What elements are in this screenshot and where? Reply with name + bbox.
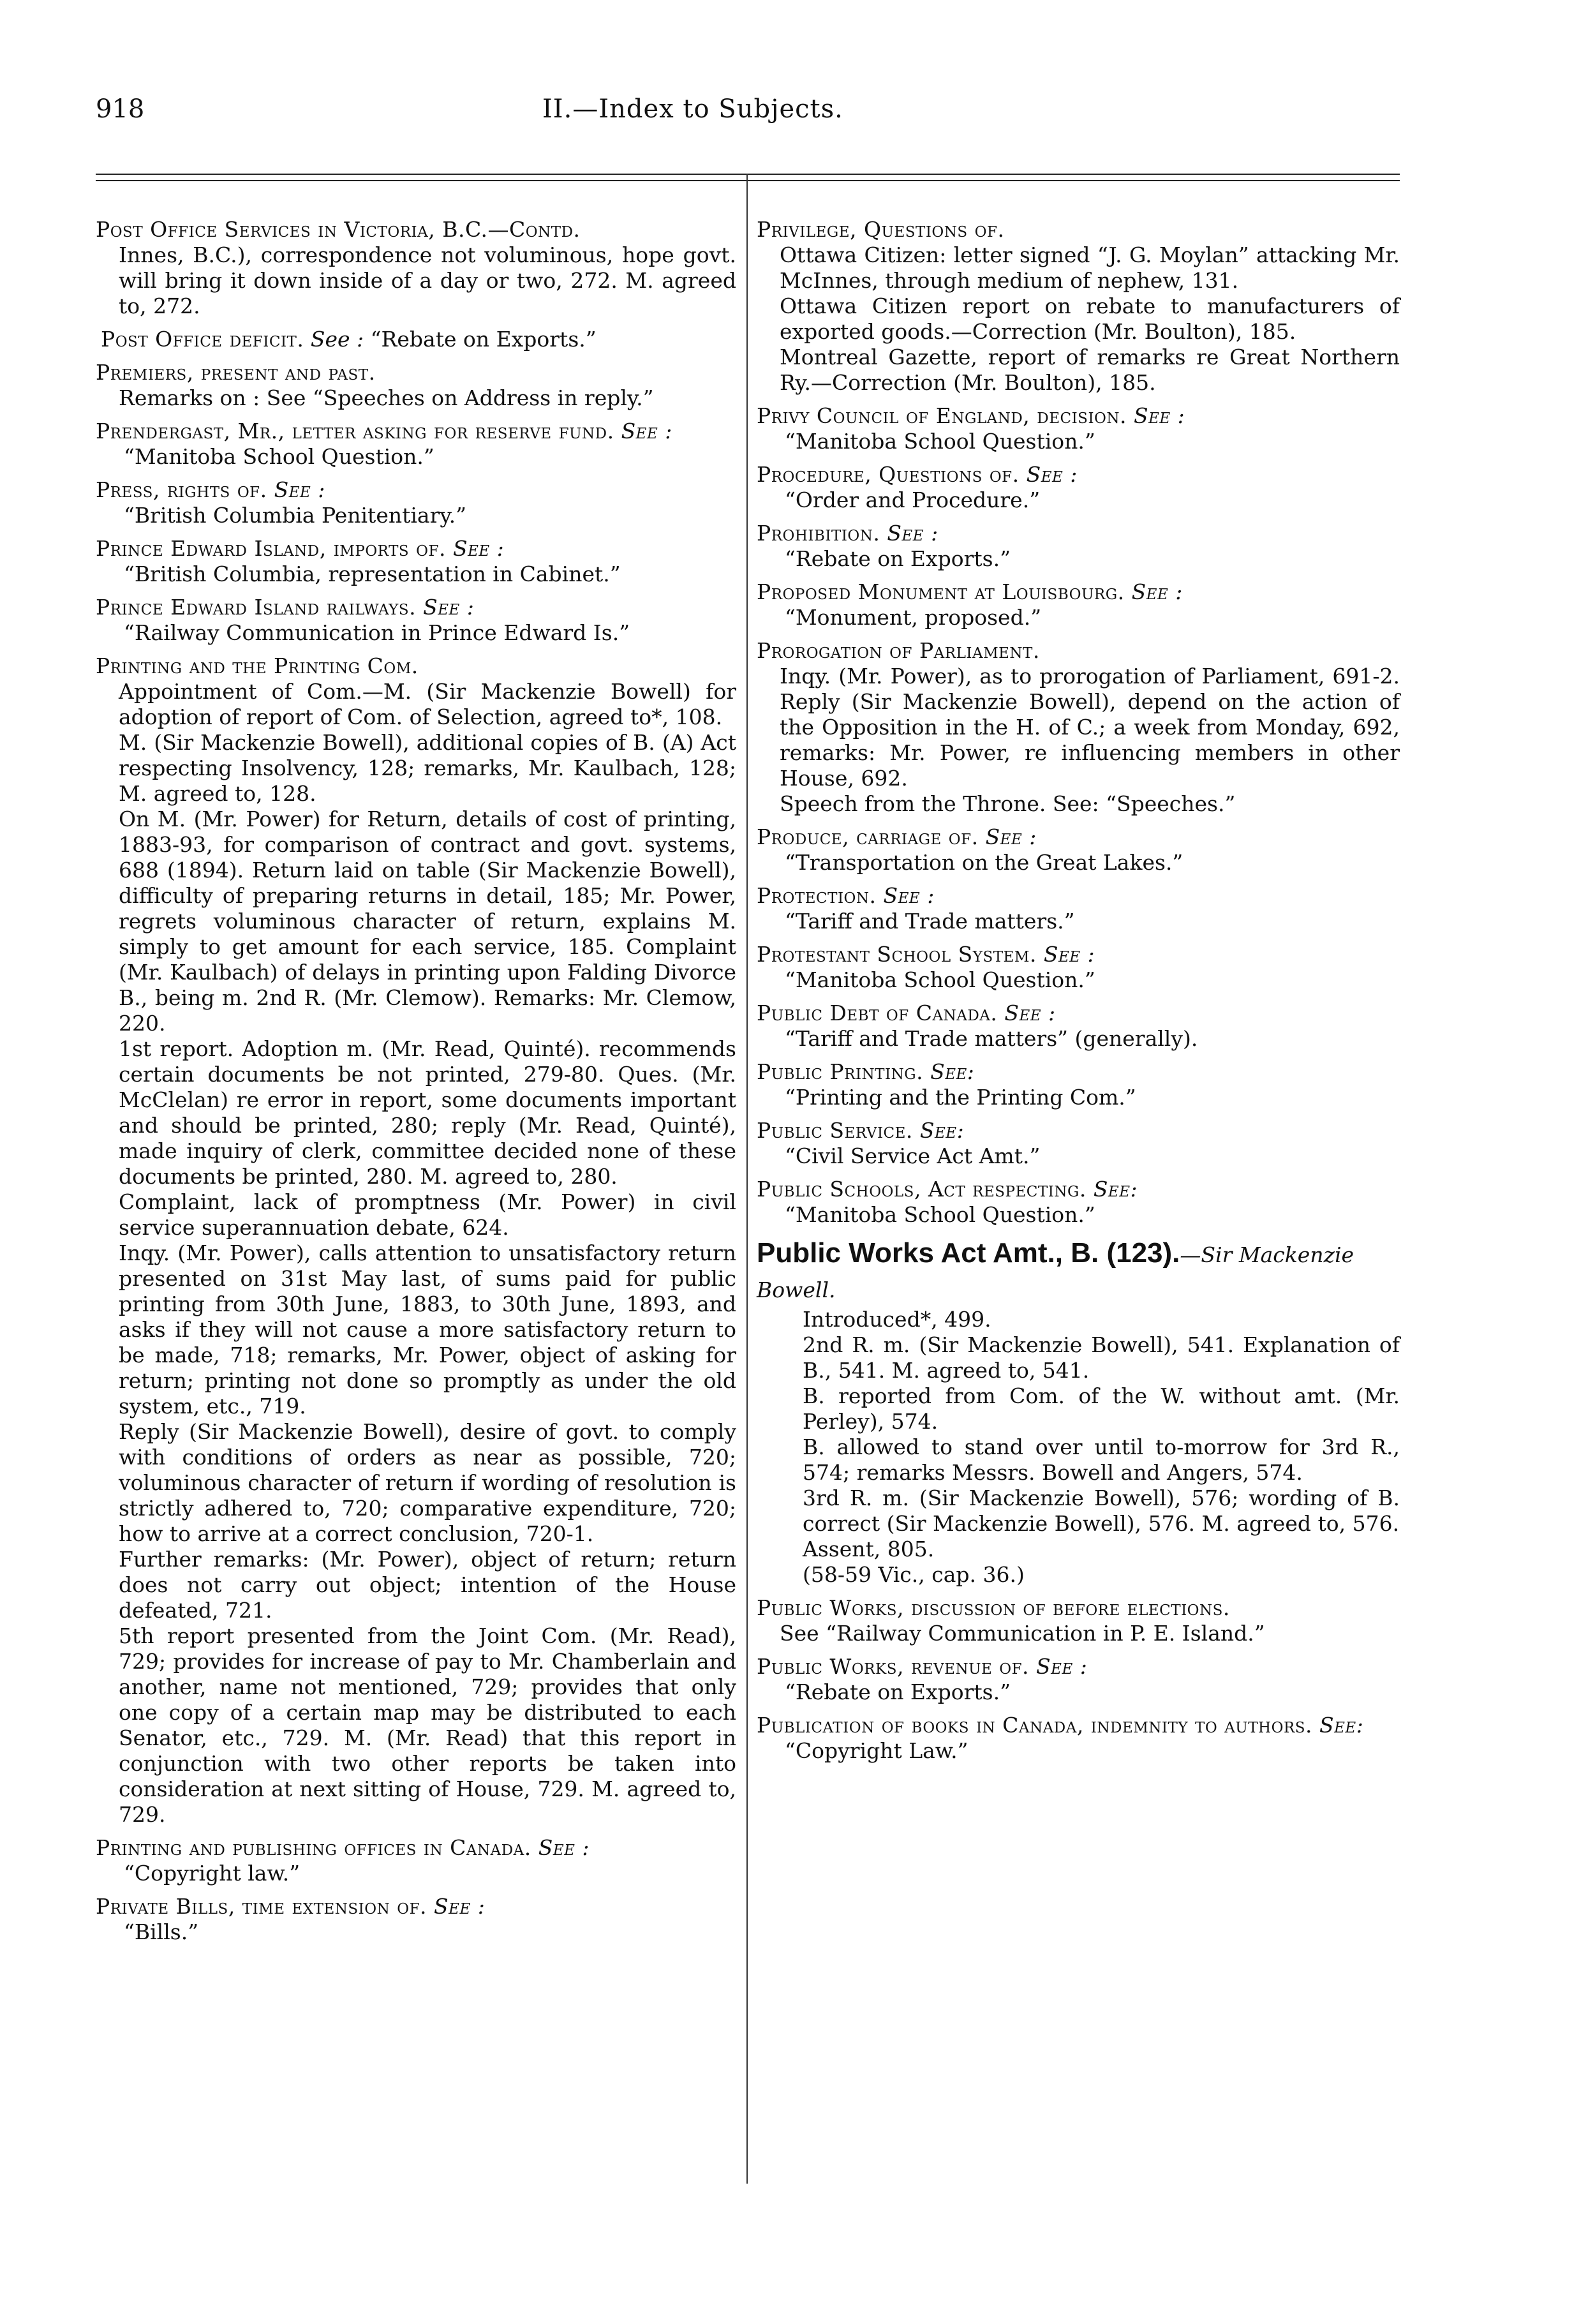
see-label: See : xyxy=(621,419,672,443)
entry-publication-books xyxy=(757,1713,1400,1764)
entry-produce xyxy=(757,824,1400,875)
see-label: See : xyxy=(423,595,475,620)
see-label: See : xyxy=(1004,1001,1056,1025)
see-label: See: xyxy=(1319,1713,1364,1738)
entry-post-office-deficit xyxy=(96,327,736,352)
cross-reference: “Copyright law.” xyxy=(124,1861,300,1886)
see-label: See : xyxy=(434,1894,486,1919)
see-label: See : xyxy=(1036,1654,1088,1679)
entry-protection xyxy=(757,883,1400,934)
entry-prohibition xyxy=(757,521,1400,572)
entry-heading: Proposed Monument at Louisbourg. xyxy=(757,579,1125,604)
entry-public-printing xyxy=(757,1059,1400,1110)
cross-reference: “Tariff and Trade matters” (generally). xyxy=(785,1026,1198,1051)
entry-paragraph: Complaint, lack of promptness (Mr. Power) in civil service superannuation debate, 624. xyxy=(119,1189,736,1240)
entry-paragraph: 3rd R. m. (Sir Mackenzie Bowell), 576; wording of B. correct (Sir Mackenzie Bowell), 576. M. agreed to, 576. xyxy=(803,1486,1400,1536)
see-label: See : xyxy=(1026,462,1078,487)
see-label: See : xyxy=(985,824,1037,849)
cross-reference: “Rebate on Exports.” xyxy=(785,546,1011,571)
entry-heading: Public Debt of Canada. xyxy=(757,1001,998,1025)
see-label: See: xyxy=(930,1059,975,1084)
see-label: See : xyxy=(1131,579,1183,604)
cross-reference: “Bills.” xyxy=(124,1919,199,1944)
entry-paragraph: Speech from the Throne. See: “Speeches.” xyxy=(780,791,1236,816)
cross-reference: “Railway Communication in Prince Edward Is.” xyxy=(124,620,630,645)
see-label: See : xyxy=(1134,403,1185,428)
entry-pei-railways xyxy=(96,595,736,646)
entry-post-office-services xyxy=(96,217,736,319)
entry-heading: Premiers, present and past. xyxy=(96,360,376,385)
entry-paragraph: Ottawa Citizen: letter signed “J. G. Moylan” attacking Mr. McInnes, through medium of nephew, 131. xyxy=(780,242,1400,293)
cross-reference: “British Columbia Penitentiary.” xyxy=(124,503,466,528)
entry-heading: Produce, carriage of. xyxy=(757,824,979,849)
entry-heading: Private Bills, time extension of. xyxy=(96,1894,427,1919)
entry-prorogation xyxy=(757,638,1400,817)
entry-public-debt xyxy=(757,1001,1400,1052)
entry-heading: Prince Edward Island railways. xyxy=(96,595,417,620)
entry-heading: Protestant School System. xyxy=(757,942,1037,967)
cross-reference: “Tariff and Trade matters.” xyxy=(785,909,1075,934)
entry-privilege xyxy=(757,217,1400,396)
entry-heading: Privilege, Questions of. xyxy=(757,217,1005,242)
cross-reference: “Manitoba School Question.” xyxy=(785,429,1095,454)
entry-public-schools xyxy=(757,1177,1400,1228)
entry-heading: Publication of books in Canada, indemnity to authors. xyxy=(757,1713,1313,1738)
entry-printing-offices xyxy=(96,1835,736,1886)
entry-private-bills xyxy=(96,1894,736,1945)
entry-paragraph: Ottawa Citizen report on rebate to manufacturers of exported goods.—Correction (Mr. Boulton), 185. xyxy=(780,294,1400,344)
entry-protestant-school xyxy=(757,942,1400,993)
entry-paragraph: 2nd R. m. (Sir Mackenzie Bowell), 541. Explanation of B., 541. M. agreed to, 541. xyxy=(803,1332,1400,1383)
entry-heading: Public Works Act Amt., B. (123). xyxy=(757,1237,1180,1269)
entry-privy-council xyxy=(757,403,1400,454)
entry-heading: Public Service. xyxy=(757,1118,913,1143)
see-label: See : xyxy=(274,477,325,502)
entry-premiers xyxy=(96,360,736,411)
entry-text: Remarks on : See “Speeches on Address in reply.” xyxy=(119,385,654,410)
see-label: See : xyxy=(452,536,505,561)
entry-heading: Procedure, Questions of. xyxy=(757,462,1020,487)
entry-heading: Prendergast, Mr., letter asking for reserve fund. xyxy=(96,419,614,443)
entry-prendergast xyxy=(96,419,736,470)
entry-heading: Printing and publishing offices in Canada. xyxy=(96,1835,531,1860)
entry-heading: Prorogation of Parliament. xyxy=(757,638,1040,663)
see-label: See : xyxy=(1043,942,1095,967)
see-label: See : xyxy=(887,521,938,546)
entry-monument xyxy=(757,579,1400,630)
entry-public-service xyxy=(757,1118,1400,1169)
entry-paragraph: M. (Sir Mackenzie Bowell), additional copies of B. (A) Act respecting Insolvency, 128; remarks, Mr. Kaulbach, 128; M. agreed to, 128. xyxy=(119,730,736,806)
entry-heading: Privy Council of England, decision. xyxy=(757,403,1127,428)
right-column xyxy=(757,217,1400,1771)
entry-text: Innes, B.C.), correspondence not voluminous, hope govt. will bring it down inside of a day or two, 272. M. agreed to, 272. xyxy=(119,242,736,318)
see-label: See: xyxy=(919,1118,965,1143)
entry-heading: Public Printing. xyxy=(757,1059,924,1084)
entry-paragraph: B. allowed to stand over until to-morrow for 3rd R., 574; remarks Messrs. Bowell and Angers, 574. xyxy=(803,1434,1400,1485)
cross-reference: “Rebate on Exports.” xyxy=(370,327,597,352)
entry-paragraph: Inqy. (Mr. Power), calls attention to unsatisfactory return presented on 31st May last, of sums paid for public printing from 30th June, 1883, to 30th June, 1893, and asks if they will not cause a more satisfactory return to be made, 718; remarks, Mr. Power, object of asking for return; printing not done so promptly as under the old system, etc., 719. xyxy=(119,1240,736,1419)
entry-paragraph: Montreal Gazette, report of remarks re Great Northern Ry.—Correction (Mr. Boulton), 185. xyxy=(780,345,1400,395)
entry-printing xyxy=(96,653,736,1828)
cross-reference: “British Columbia, representation in Cabinet.” xyxy=(124,562,621,586)
entry-press xyxy=(96,477,736,528)
cross-reference: “Manitoba School Question.” xyxy=(124,444,434,469)
entry-paragraph: Reply (Sir Mackenzie Bowell), desire of govt. to comply with conditions of orders as near as possible, 720; voluminous character of return if wording of resolution is strictly adhered to, 720; comparative expenditure, 720; how to arrive at a correct conclusion, 720-1. xyxy=(119,1419,736,1546)
cross-reference: “Printing and the Printing Com.” xyxy=(785,1085,1136,1110)
entry-pei-imports xyxy=(96,536,736,587)
header-rule-upper xyxy=(96,174,1400,175)
entry-paragraph: B. reported from Com. of the W. without amt. (Mr. Perley), 574. xyxy=(803,1383,1400,1434)
left-column xyxy=(96,217,736,1953)
entry-heading: Post Office Services in Victoria, B.C.—Contd. xyxy=(96,217,581,242)
entry-heading: Public Works, discussion of before elections. xyxy=(757,1595,1230,1620)
cross-reference: “Copyright Law.” xyxy=(785,1738,968,1763)
entry-heading: Press, rights of. xyxy=(96,477,267,502)
entry-heading: Public Schools, Act respecting. xyxy=(757,1177,1087,1202)
column-divider xyxy=(746,174,748,2184)
see-label: See : xyxy=(310,327,364,352)
cross-reference: “Manitoba School Question.” xyxy=(785,1202,1095,1227)
entry-text: See “Railway Communication in P. E. Island.” xyxy=(780,1621,1265,1646)
entry-public-works-act xyxy=(757,1237,1400,1588)
entry-heading: Prohibition. xyxy=(757,521,880,546)
bill-author: —Sir Mackenzie Bowell. xyxy=(757,1242,1354,1302)
entry-paragraph: (58-59 Vic., cap. 36.) xyxy=(803,1562,1025,1587)
entry-paragraph: Assent, 805. xyxy=(803,1537,935,1561)
entry-heading: Printing and the Printing Com. xyxy=(96,653,419,678)
header-rule-lower xyxy=(96,180,1400,181)
entry-paragraph: 5th report presented from the Joint Com. (Mr. Read), 729; provides for increase of pay to Mr. Chamberlain and another, name not mentioned, 729; provides that only one copy of a certain map may be distributed to each Senator, etc., 729. M. (Mr. Read) that this report in conjunction with two other reports be taken into consideration at next sitting of House, 729. M. agreed to, 729. xyxy=(119,1623,736,1827)
entry-paragraph: Inqy. (Mr. Power), as to prorogation of Parliament, 691-2. Reply (Sir Mackenzie Bowell), depend on the action of the Opposition in the H. of C.; a week from Monday, 692, remarks: Mr. Power, re influencing members in other House, 692. xyxy=(780,664,1400,791)
cross-reference: “Manitoba School Question.” xyxy=(785,967,1095,992)
see-label: See : xyxy=(883,883,935,908)
page-title: II.—Index to Subjects. xyxy=(542,94,843,124)
entry-heading: Post Office deficit. xyxy=(101,327,304,352)
entry-paragraph: Introduced*, 499. xyxy=(803,1307,991,1332)
entry-paragraph: 1st report. Adoption m. (Mr. Read, Quinté). recommends certain documents be not printed, 279-80. Ques. (Mr. McClelan) re error in report, some documents important and should be printed, 280; reply (Mr. Read, Quinté), made inquiry of clerk, committee decided none of these documents be printed, 280. M. agreed to, 280. xyxy=(119,1036,736,1189)
entry-heading: Protection. xyxy=(757,883,877,908)
entry-heading: Public Works, revenue of. xyxy=(757,1654,1030,1679)
see-label: See : xyxy=(538,1835,590,1860)
entry-heading: Prince Edward Island, imports of. xyxy=(96,536,446,561)
entry-public-works-discussion xyxy=(757,1595,1400,1646)
cross-reference: “Transportation on the Great Lakes.” xyxy=(785,850,1183,875)
see-label: See: xyxy=(1093,1177,1138,1202)
cross-reference: “Monument, proposed.” xyxy=(785,605,1042,630)
entry-public-works-revenue xyxy=(757,1654,1400,1705)
entry-paragraph: Appointment of Com.—M. (Sir Mackenzie Bowell) for adoption of report of Com. of Selection, agreed to*, 108. xyxy=(119,679,736,729)
page-number: 918 xyxy=(96,94,145,124)
cross-reference: “Civil Service Act Amt.” xyxy=(785,1143,1041,1168)
entry-paragraph: On M. (Mr. Power) for Return, details of cost of printing, 1883-93, for comparison of contract and govt. systems, 688 (1894). Return laid on table (Sir Mackenzie Bowell), difficulty of preparing returns in detail, 185; Mr. Power, regrets voluminous character of return, explains M. simply to get amount for each service, 185. Complaint (Mr. Kaulbach) of delays in printing upon Falding Divorce B., being m. 2nd R. (Mr. Clemow). Remarks: Mr. Clemow, 220. xyxy=(119,807,736,1036)
cross-reference: “Order and Procedure.” xyxy=(785,488,1041,512)
entry-paragraph: Further remarks: (Mr. Power), object of return; return does not carry out object; intention of the House defeated, 721. xyxy=(119,1547,736,1623)
entry-procedure xyxy=(757,462,1400,513)
cross-reference: “Rebate on Exports.” xyxy=(785,1680,1011,1704)
